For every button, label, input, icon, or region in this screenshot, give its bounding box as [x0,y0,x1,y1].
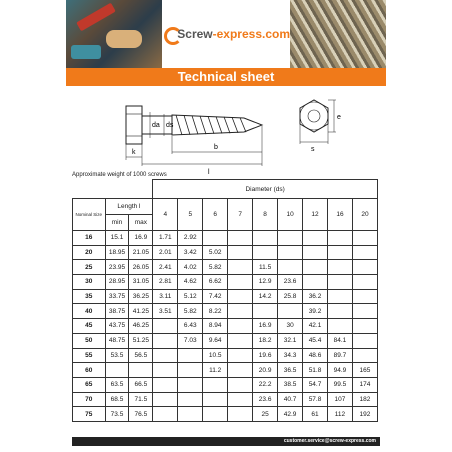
table-cell: 40 [73,304,106,319]
table-cell: 38.5 [278,377,303,392]
table-cell [352,319,377,334]
table-cell: 25.8 [278,289,303,304]
table-cell [328,319,353,334]
table-cell: 36.5 [278,363,303,378]
table-cell: 112 [328,407,353,422]
table-cell: 35 [73,289,106,304]
table-cell: 23.6 [278,275,303,290]
screws-photo [290,0,386,68]
table-cell: 94.9 [328,363,353,378]
tools-photo [66,0,162,68]
table-cell: 18.2 [253,333,278,348]
diameter-col: 20 [352,199,377,231]
table-cell: 4.62 [178,275,203,290]
table-cell: 33.75 [105,289,129,304]
table-cell [228,363,253,378]
table-cell: 7.03 [178,333,203,348]
table-cell [153,392,178,407]
table-cell: 43.75 [105,319,129,334]
table-cell: 16.9 [253,319,278,334]
table-cell [352,289,377,304]
table-row [73,245,378,260]
table-cell [228,319,253,334]
table-cell: 11.5 [253,260,278,275]
diameter-col: 12 [303,199,328,231]
table-row [73,333,378,348]
table-cell [203,392,228,407]
table-cell: 10.5 [203,348,228,363]
table-cell [303,245,328,260]
table-row [73,392,378,407]
diameter-col: 7 [228,199,253,231]
table-cell [203,231,228,246]
table-cell: 55 [73,348,106,363]
table-cell [153,363,178,378]
table-cell [278,304,303,319]
label-e: e [337,114,341,121]
table-cell: 182 [352,392,377,407]
table-cell: 53.5 [105,348,129,363]
table-cell [228,289,253,304]
diameter-col: 5 [178,199,203,231]
table-cell [228,407,253,422]
table-cell: 11.2 [203,363,228,378]
label-ds: ds [166,122,174,129]
table-cell [228,304,253,319]
table-cell [228,231,253,246]
table-row [73,260,378,275]
brand-mark-icon [164,25,174,43]
table-cell [328,231,353,246]
table-cell: 70 [73,392,106,407]
label-s: s [311,146,315,153]
table-cell: 31.05 [129,275,153,290]
table-cell: 89.7 [328,348,353,363]
table-cell: 18.95 [105,245,129,260]
table-cell [352,260,377,275]
table-cell: 73.5 [105,407,129,422]
diameter-col: 4 [153,199,178,231]
table-cell: 2.41 [153,260,178,275]
table-cell [178,363,203,378]
table-cell: 84.1 [328,333,353,348]
table-cell: 2.01 [153,245,178,260]
table-cell: 2.81 [153,275,178,290]
table-cell [228,245,253,260]
table-cell: 165 [352,363,377,378]
table-cell [303,275,328,290]
table-cell: 20 [73,245,106,260]
page-title: Technical sheet [66,68,386,86]
table-caption: Approximate weight of 1000 screws [72,172,167,178]
table-cell: 51.25 [129,333,153,348]
table-cell: 45.4 [303,333,328,348]
table-cell: 16 [73,231,106,246]
table-cell: 42.1 [303,319,328,334]
diameter-col: 8 [253,199,278,231]
table-cell [303,260,328,275]
table-cell: 6.62 [203,275,228,290]
table-row [73,304,378,319]
nominal-size-header: Nominal Size [73,199,106,231]
label-da: da [152,122,160,129]
table-cell: 56.5 [129,348,153,363]
table-cell: 66.5 [129,377,153,392]
table-cell: 3.42 [178,245,203,260]
table-cell: 2.92 [178,231,203,246]
min-header: min [105,215,129,231]
table-cell: 1.71 [153,231,178,246]
table-cell: 26.05 [129,260,153,275]
table-cell: 23.6 [253,392,278,407]
table-row [73,377,378,392]
table-cell: 16.9 [129,231,153,246]
table-cell: 65 [73,377,106,392]
table-cell: 3.11 [153,289,178,304]
table-cell [303,231,328,246]
table-cell [153,333,178,348]
table-cell [129,363,153,378]
table-cell: 42.9 [278,407,303,422]
table-cell: 7.42 [203,289,228,304]
diameter-header: Diameter (ds) [153,180,378,199]
diameter-col: 10 [278,199,303,231]
table-cell [352,304,377,319]
table-cell [228,260,253,275]
table-cell [328,289,353,304]
table-cell [352,245,377,260]
table-cell: 48.6 [303,348,328,363]
table-cell: 20.9 [253,363,278,378]
label-b: b [214,144,218,151]
table-cell: 6.43 [178,319,203,334]
table-cell [153,377,178,392]
table-cell: 5.02 [203,245,228,260]
table-cell [153,319,178,334]
table-cell: 71.5 [129,392,153,407]
length-header: Length l [105,199,153,215]
table-cell: 23.95 [105,260,129,275]
table-cell: 99.5 [328,377,353,392]
table-cell: 8.94 [203,319,228,334]
table-cell: 34.3 [278,348,303,363]
table-cell [203,407,228,422]
table-cell [228,275,253,290]
table-cell: 28.95 [105,275,129,290]
table-cell [253,304,278,319]
table-cell: 22.2 [253,377,278,392]
table-cell: 41.25 [129,304,153,319]
table-cell: 45 [73,319,106,334]
table-cell [253,231,278,246]
screw-drawing [66,88,386,178]
table-cell: 54.7 [303,377,328,392]
table-cell: 5.82 [203,260,228,275]
table-cell [328,275,353,290]
table-cell [228,333,253,348]
table-cell: 5.12 [178,289,203,304]
table-cell: 25 [253,407,278,422]
brand-logo[interactable] [164,22,290,46]
table-cell: 107 [328,392,353,407]
table-cell: 3.51 [153,304,178,319]
table-cell: 32.1 [278,333,303,348]
table-cell: 38.75 [105,304,129,319]
table-cell [328,304,353,319]
table-cell: 19.6 [253,348,278,363]
table-row [73,407,378,422]
table-row [73,275,378,290]
table-row [73,289,378,304]
table-cell [203,377,228,392]
table-cell: 9.64 [203,333,228,348]
table-cell [352,333,377,348]
diameter-col: 6 [203,199,228,231]
table-cell: 68.5 [105,392,129,407]
table-cell [228,377,253,392]
table-cell: 5.82 [178,304,203,319]
table-cell [352,275,377,290]
table-cell: 25 [73,260,106,275]
table-cell [278,260,303,275]
table-cell [228,348,253,363]
table-cell [328,260,353,275]
table-cell: 30 [73,275,106,290]
table-cell [178,407,203,422]
table-row [73,231,378,246]
table-cell [178,377,203,392]
table-cell [278,245,303,260]
diameter-col: 16 [328,199,353,231]
footer-email[interactable]: customer.service@screw-express.com [72,437,380,446]
table-cell [153,407,178,422]
table-cell: 8.22 [203,304,228,319]
table-cell [253,245,278,260]
table-cell: 46.25 [129,319,153,334]
table-cell [178,392,203,407]
table-cell: 40.7 [278,392,303,407]
table-cell: 4.02 [178,260,203,275]
table-cell [153,348,178,363]
label-l: l [208,169,210,176]
table-cell [328,245,353,260]
table-cell [278,231,303,246]
table-cell: 174 [352,377,377,392]
table-cell: 57.8 [303,392,328,407]
label-k: k [132,149,136,156]
table-cell [105,363,129,378]
table-cell [178,348,203,363]
weights-table [72,179,378,422]
table-cell: 61 [303,407,328,422]
table-row [73,363,378,378]
table-cell: 21.05 [129,245,153,260]
table-cell: 39.2 [303,304,328,319]
table-cell: 36.2 [303,289,328,304]
table-cell: 63.5 [105,377,129,392]
table-cell [352,231,377,246]
table-cell: 50 [73,333,106,348]
table-cell: 30 [278,319,303,334]
table-cell: 15.1 [105,231,129,246]
table-cell: 75 [73,407,106,422]
table-cell: 12.9 [253,275,278,290]
table-cell [352,348,377,363]
table-cell: 76.5 [129,407,153,422]
table-cell: 36.25 [129,289,153,304]
table-row [73,319,378,334]
table-row [73,348,378,363]
table-cell: 14.2 [253,289,278,304]
max-header: max [129,215,153,231]
table-cell: 192 [352,407,377,422]
header [66,0,386,68]
table-cell [228,392,253,407]
table-cell: 60 [73,363,106,378]
brand-name: Screw-express.com [177,27,290,41]
table-cell: 48.75 [105,333,129,348]
table-cell: 51.8 [303,363,328,378]
